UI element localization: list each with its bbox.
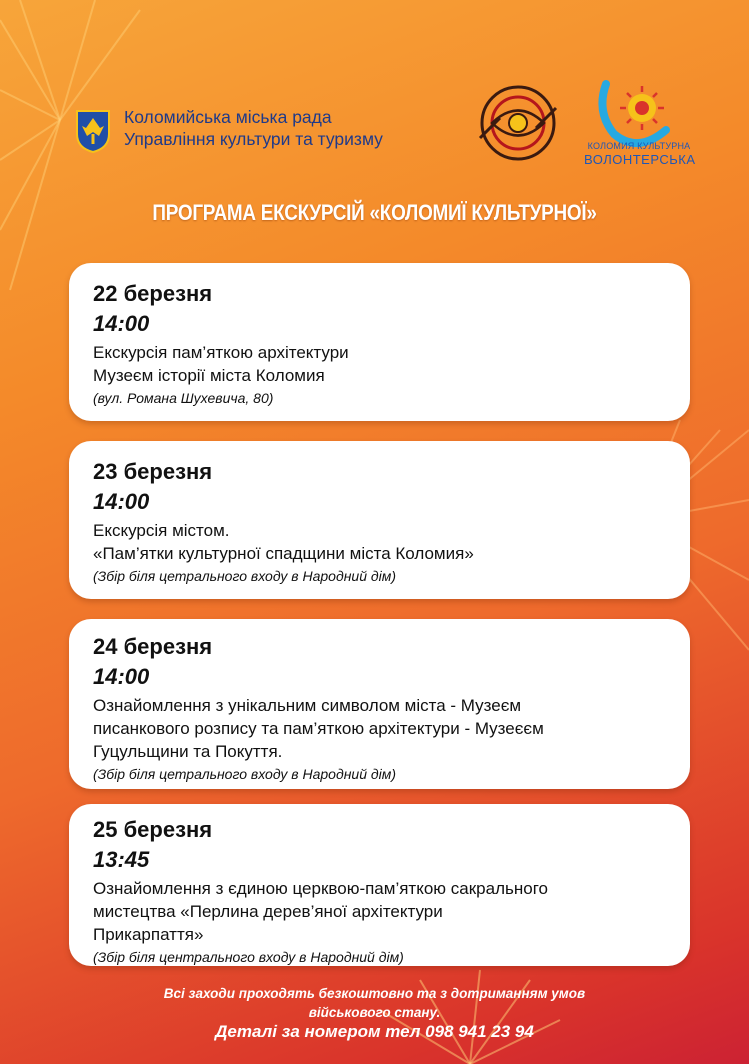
event-description-line: Музеєм історії міста Коломия: [93, 366, 325, 385]
event-date: 23 березня: [93, 459, 213, 484]
event-description-line: Гуцульщини та Покуття.: [93, 742, 283, 761]
event-description-line: писанкового розпису та пам’яткою архітектури - Музеєєм: [93, 719, 544, 738]
event-time: 14:00: [93, 489, 150, 514]
footer-notice: [0, 984, 749, 1022]
city-council-name: [124, 106, 383, 150]
page-title: ПРОГРАМА ЕКСКУРСІЙ «КОЛОМИЇ КУЛЬТУРНОЇ»: [152, 200, 597, 225]
event-description-line: Ознайомлення з унікальним символом міста - Музеєм: [93, 696, 522, 715]
council-line-1: Коломийська міська рада: [124, 107, 332, 127]
event-card: [69, 441, 690, 599]
event-card: [69, 804, 690, 966]
event-description-line: «Пам’ятки культурної спадщини міста Коломия»: [93, 544, 474, 563]
footer-contact: Деталі за номером тел 098 941 23 94: [215, 1022, 534, 1041]
volunteer-logo-text-big: ВОЛОНТЕРСЬКА: [584, 152, 696, 167]
event-location-note: (вул. Романа Шухевича, 80): [93, 390, 274, 406]
event-location-note: (Збір біля центрального входу в Народний дім): [93, 949, 404, 965]
event-time: 14:00: [93, 664, 150, 689]
event-card: [69, 619, 690, 789]
event-description-line: Екскурсія пам’яткою архітектури: [93, 343, 349, 362]
volunteer-logo-text-small: КОЛОМИЯ КУЛЬТУРНА: [587, 141, 691, 151]
event-time: 14:00: [93, 311, 150, 336]
event-description-line: Ознайомлення з єдиною церквою-пам’яткою сакрального: [93, 879, 548, 898]
event-date: 24 березня: [93, 634, 213, 659]
coat-of-arms-icon: [74, 108, 112, 154]
footer-notice-line-1: Всі заходи проходять безкоштовно та з дотриманням умов: [163, 986, 586, 1001]
round-logo-icon: [470, 78, 566, 168]
event-location-note: (Збір біля цетрального входу в Народний дім): [93, 766, 396, 782]
event-description-line: мистецтва «Перлина дерев’яної архітектури: [93, 902, 443, 921]
event-date: 25 березня: [93, 817, 213, 842]
event-description-line: Екскурсія містом.: [93, 521, 230, 540]
event-date: 22 березня: [93, 281, 213, 306]
event-location-note: (Збір біля цетрального входу в Народний дім): [93, 568, 396, 584]
event-description-line: Прикарпаття»: [93, 925, 204, 944]
footer-notice-line-2: військового стану.: [308, 1005, 441, 1020]
council-line-2: Управління культури та туризму: [124, 129, 383, 149]
event-time: 13:45: [93, 847, 150, 872]
header: [0, 0, 749, 190]
event-card: [69, 263, 690, 421]
